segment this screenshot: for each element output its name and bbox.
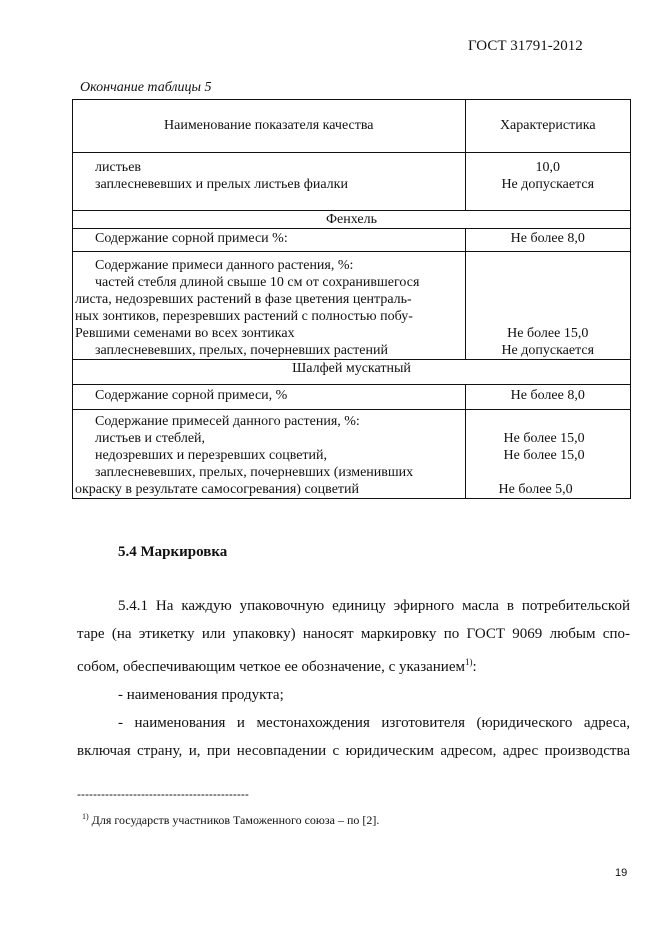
footnote-separator: ------------------------------------------- [77,787,249,801]
paragraph-line: 5.4.1 На каждую упаковочную единицу эфирного масла в потребительской [118,598,630,614]
table-row [73,252,631,360]
quality-table [72,99,631,499]
row-text: окраску в результате самосогревания) соцветий [75,482,360,497]
row-text: Содержание примесей данного растения, %: [95,414,360,429]
row-text: листьев [95,160,142,175]
section-row-fenhel [73,211,631,229]
table-header-row [73,100,631,153]
table-caption: Окончание таблицы 5 [80,80,212,95]
row-text: листа, недозревших растений в фазе цветения централь- [75,292,412,307]
footnote-ref: 1) [464,657,473,667]
section-title: Шалфей мускатный [73,360,631,385]
table-row [73,410,631,499]
table-row [73,229,631,252]
standard-number: ГОСТ 31791-2012 [468,38,583,54]
footnote-text: Для государств участников Таможенного союза – по [2]. [88,813,380,827]
row-text: заплесневевших и прелых листьев фиалки [95,177,348,192]
row-value: Не более 15,0 [507,326,589,341]
section-row-shalfey [73,360,631,385]
paragraph-line: таре (на этикетку или упаковку) наносят маркировку по ГОСТ 9069 любым спо- [77,626,630,642]
row-text: Содержание сорной примеси %: [95,231,288,246]
col-header-indicator: Наименование показателя качества [73,100,466,153]
page-number: 19 [615,867,628,879]
list-item: - наименования продукта; [118,687,284,703]
footnote [82,812,379,828]
row-text: Содержание сорной примеси, % [95,388,288,403]
row-text: листьев и стеблей, [95,431,206,446]
paragraph-line: включая страну, и, при несовпадении с юридическим адресом, адрес производства [77,743,630,759]
row-text: Ревшими семенами во всех зонтиках [75,326,295,341]
row-value: Не более 5,0 [498,482,573,497]
section-title: Фенхель [73,211,631,229]
footnote-marker: 1) [82,812,89,821]
row-text: ных зонтиков, перезревших растений с полностью побу- [75,309,413,324]
row-text: Содержание примеси данного растения, %: [95,258,354,273]
paragraph-line: собом, обеспечивающим четкое ее обозначение, с указанием$^{1)}$: [77,657,477,675]
row-value: Не более 8,0 [510,388,585,403]
paragraph-5-4-1 [77,592,630,765]
row-value: Не более 15,0 [503,431,585,446]
col-header-characteristic: Характеристика [465,100,631,153]
row-text: частей стебля длиной свыше 10 см от сохранившегося [95,275,420,290]
row-value: Не допускается [501,343,595,358]
row-text: заплесневевших, прелых, почерневших (изменивших [95,465,414,480]
table-row [73,385,631,410]
row-text: заплесневевших, прелых, почерневших растений [95,343,388,358]
row-value: Не более 15,0 [503,448,585,463]
row-value: Не допускается [501,177,595,192]
table-row [73,153,631,211]
list-item: - наименования и местонахождения изготовителя (юридического адреса, [118,715,630,731]
row-text: недозревших и перезревших соцветий, [95,448,328,463]
section-heading: 5.4 Маркировка [118,544,228,560]
row-value: 10,0 [535,160,560,175]
row-value: Не более 8,0 [510,231,585,246]
